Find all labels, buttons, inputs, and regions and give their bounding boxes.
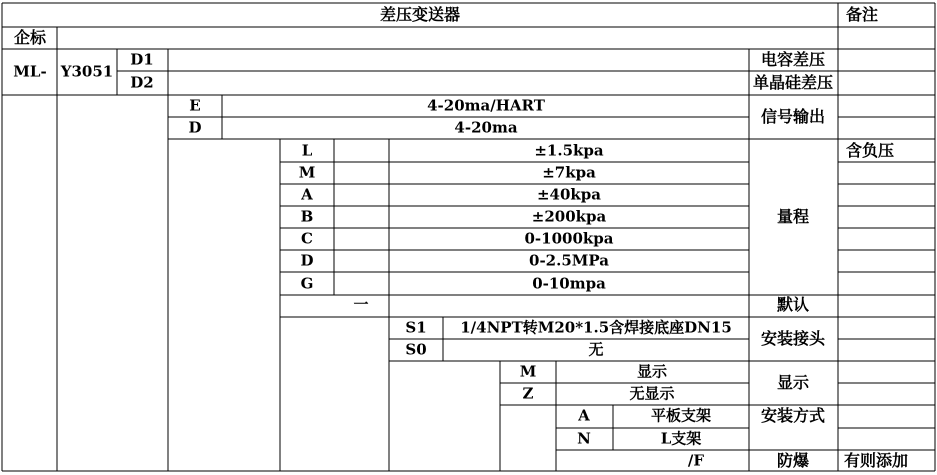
explosion-remark: 有则添加 (843, 451, 909, 470)
range-remark: 含负压 (845, 141, 895, 160)
range-code: D (300, 251, 314, 270)
display-code: Z (522, 384, 534, 403)
connector-value: 1/4NPT转M20*1.5含焊接底座DN15 (460, 318, 732, 337)
mounting-value: 平板支架 (650, 406, 712, 425)
display-code: M (519, 362, 537, 381)
connector-code: S0 (405, 340, 427, 359)
model-series: Y3051 (60, 62, 114, 81)
mounting-value: L支架 (660, 429, 702, 448)
range-category-label: 量程 (776, 207, 810, 226)
range-code: G (300, 274, 314, 293)
explosion-code: /F (687, 451, 705, 470)
type-description: 单晶硅差压 (752, 73, 834, 92)
enterprise-standard-label: 企标 (13, 28, 47, 47)
default-code: 一 (353, 295, 369, 314)
mounting-category-label: 安装方式 (760, 406, 826, 425)
type-code: D2 (130, 73, 154, 92)
remark-column-header: 备注 (845, 5, 879, 24)
output-value: 4-20ma/HART (427, 96, 545, 115)
display-value: 无显示 (629, 384, 675, 403)
range-value: 0-10mpa (532, 274, 606, 293)
connector-code: S1 (405, 318, 427, 337)
range-code: A (301, 185, 313, 204)
range-code: B (300, 207, 314, 226)
connector-value: 无 (588, 340, 604, 359)
type-description: 电容差压 (760, 50, 826, 69)
type-code: D1 (130, 50, 154, 69)
range-value: ±1.5kpa (534, 141, 604, 160)
display-value: 显示 (636, 362, 668, 381)
output-category-label: 信号输出 (760, 107, 826, 126)
display-category-label: 显示 (776, 373, 810, 392)
output-value: 4-20ma (454, 118, 518, 137)
range-value: 0-2.5MPa (529, 251, 609, 270)
range-value: ±200kpa (531, 207, 607, 226)
table-title: 差压变送器 (379, 5, 461, 24)
mounting-code: N (577, 429, 591, 448)
range-value: 0-1000kpa (524, 229, 614, 248)
explosion-label: 防爆 (776, 451, 810, 470)
range-value: ±40kpa (536, 185, 602, 204)
range-code: L (301, 141, 313, 160)
mounting-code: A (578, 406, 590, 425)
output-code: E (189, 96, 201, 115)
range-value: ±7kpa (542, 163, 596, 182)
connector-category-label: 安装接头 (760, 329, 826, 348)
model-prefix: ML- (13, 62, 47, 81)
range-code: C (301, 229, 313, 248)
range-code: M (298, 163, 316, 182)
default-label: 默认 (776, 295, 810, 314)
output-code: D (188, 118, 202, 137)
